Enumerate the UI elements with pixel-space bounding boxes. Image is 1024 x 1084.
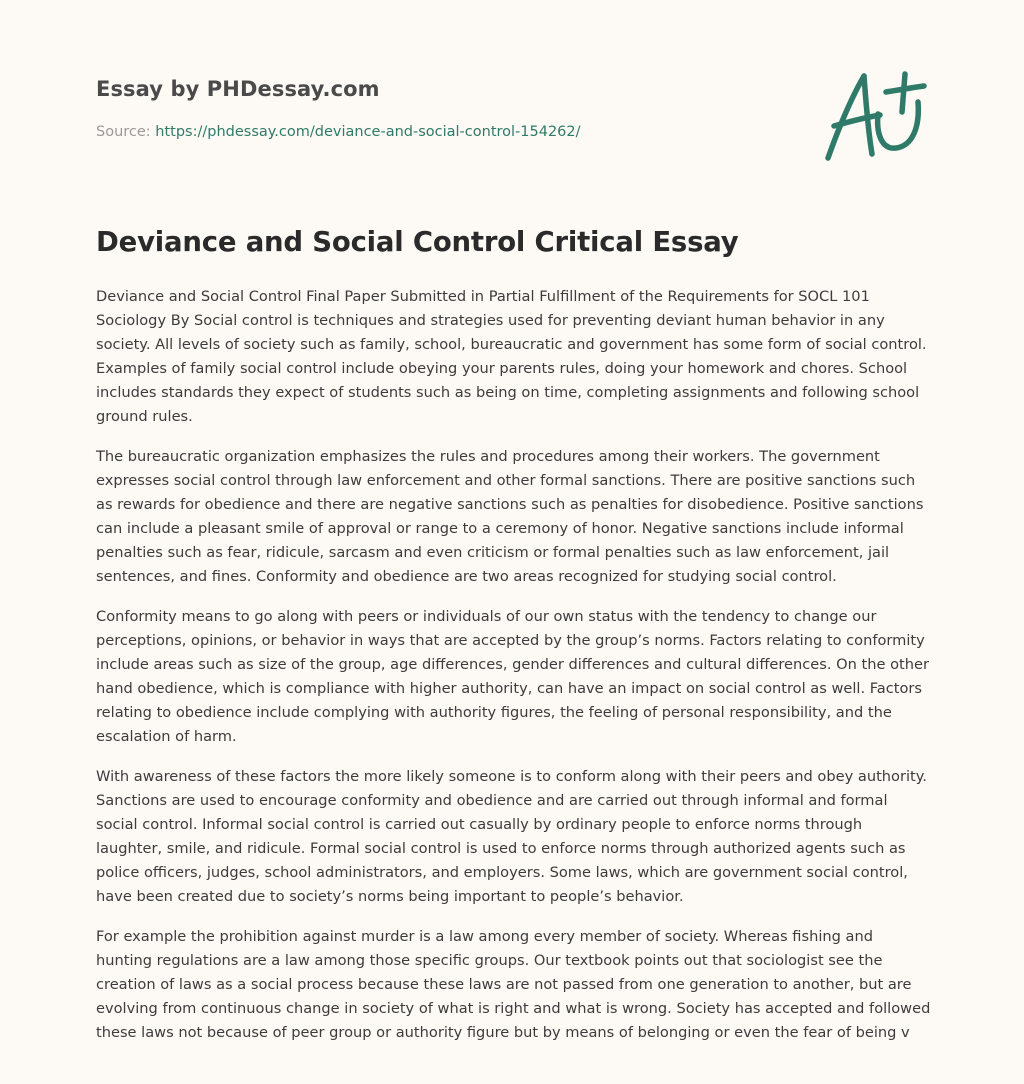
site-title: Essay by PHDessay.com — [96, 77, 380, 101]
essay-paragraph-2: The bureaucratic organization emphasizes the rules and procedures among their workers. The government expresses social control through law enforcement and other formal sanctions. There are positive sanctions such as rewards for obedience and there are negative sanctions such as penalties for disobedience. Positive sanctions can include a pleasant smile of approval or range to a ceremony of honor. Negative sanctions include informal penalties such as fear, ridicule, sarcasm and even criticism or formal penalties such as law enforcement, jail sentences, and fines. Conformity and obedience are two areas recognized for studying social control. — [96, 448, 924, 585]
essay-paragraph-4: With awareness of these factors the more likely someone is to conform along with their peers and obey authority. Sanctions are used to encourage conformity and obedience and are carried out through informal and formal social control. Informal social control is carried out casually by ordinary people to enforce norms through laughter, smile, and ridicule. Formal social control is used to enforce norms through authorized agents such as police officers, judges, school administrators, and employers. Some laws, which are government social control, have been created due to society’s norms being important to people’s behavior. — [96, 768, 927, 905]
source-line — [96, 124, 581, 140]
essay-title: Deviance and Social Control Critical Essay — [96, 226, 739, 258]
essay-body — [96, 285, 932, 1061]
essay-paragraph-5: For example the prohibition against murder is a law among every member of society. Whereas fishing and hunting regulations are a law among those specific groups. Our textbook points out that sociologist see the creation of laws as a social process because these laws are not passed from one generation to another, but are evolving from continuous change in society of what is right and what is wrong. Society has accepted and followed these laws not because of peer group or authority figure but by means of belonging or even the fear of being v — [96, 928, 931, 1041]
essay-paragraph-3: Conformity means to go along with peers or individuals of our own status with the tendency to change our perceptions, opinions, or behavior in ways that are accepted by the group’s norms. Factors relating to conformity include areas such as size of the group, age differences, gender differences and cultural differences. On the other hand obedience, which is compliance with higher authority, can have an impact on social control as well. Factors relating to obedience include complying with authority figures, the feeling of personal responsibility, and the escalation of harm. — [96, 608, 929, 745]
source-link[interactable]: https://phdessay.com/deviance-and-social-control-154262/ — [155, 124, 581, 140]
source-label: Source: — [96, 124, 156, 140]
a-plus-grade-icon — [820, 68, 930, 168]
essay-paragraph-1: Deviance and Social Control Final Paper Submitted in Partial Fulfillment of the Requirements for SOCL 101 Sociology By Social control is techniques and strategies used for preventing deviant human behavior in any society. All levels of society such as family, school, bureaucratic and government has some form of social control. Examples of family social control include obeying your parents rules, doing your homework and chores. School includes standards they expect of students such as being on time, completing assignments and following school ground rules. — [96, 288, 927, 425]
